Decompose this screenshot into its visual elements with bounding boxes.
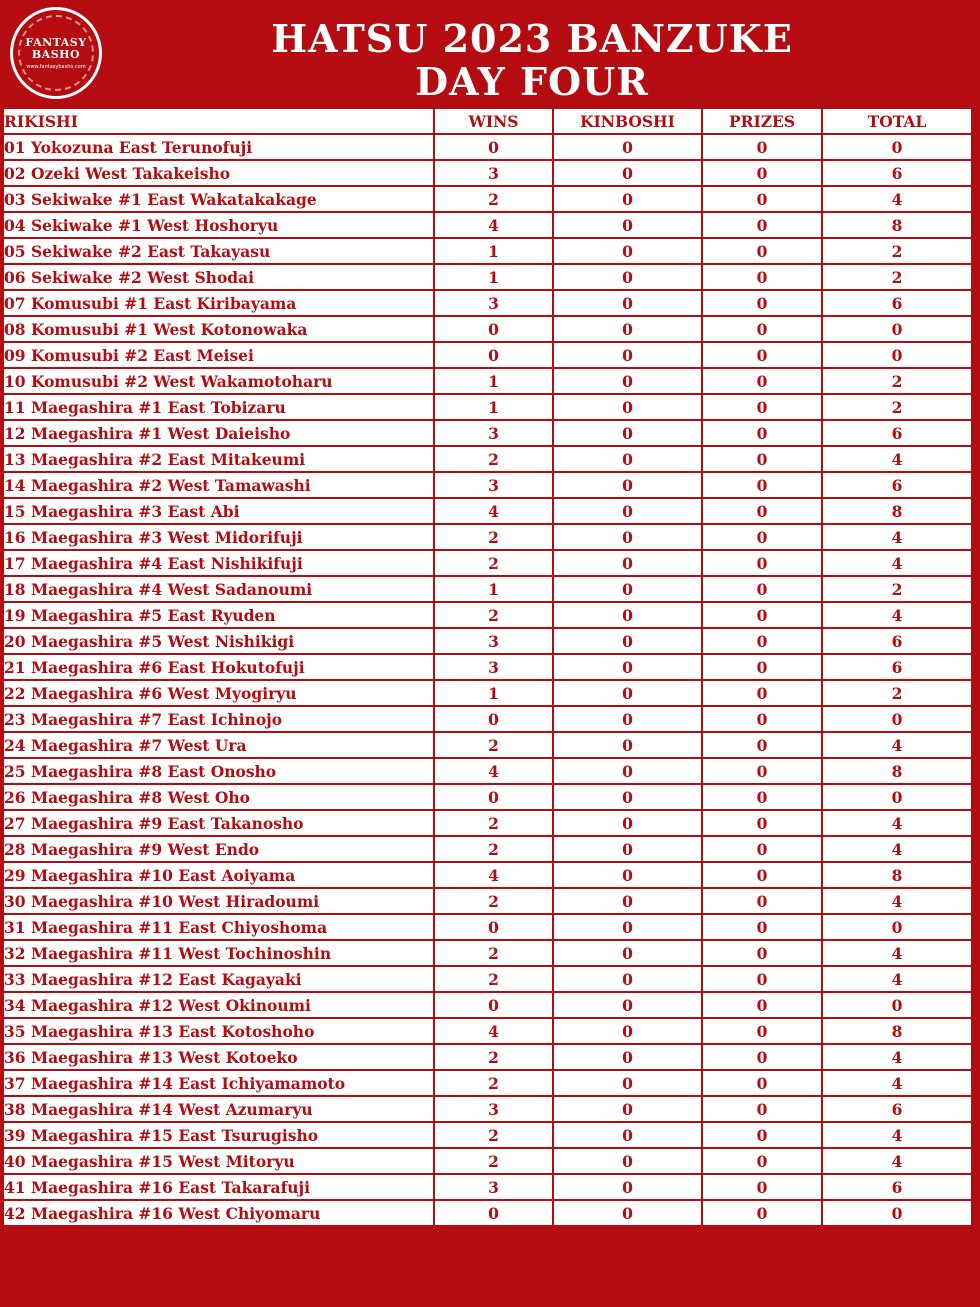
rikishi-cell: 07 Komusubi #1 East Kiribayama [4, 291, 433, 315]
column-header-prizes: PRIZES [703, 109, 821, 133]
column-header-wins: WINS [435, 109, 552, 133]
table-row [4, 629, 971, 653]
rikishi-cell: 16 Maegashira #3 West Midorifuji [4, 525, 433, 549]
rikishi-cell: 36 Maegashira #13 West Kotoeko [4, 1045, 433, 1069]
total-cell: 4 [823, 551, 971, 575]
rikishi-cell: 40 Maegashira #15 West Mitoryu [4, 1149, 433, 1173]
table-row [4, 733, 971, 757]
wins-cell: 1 [435, 577, 552, 601]
table-row [4, 499, 971, 523]
prizes-cell: 0 [703, 733, 821, 757]
prizes-cell: 0 [703, 629, 821, 653]
table-row [4, 785, 971, 809]
column-header-total: TOTAL [823, 109, 971, 133]
table-row [4, 291, 971, 315]
kinboshi-cell: 0 [554, 707, 701, 731]
table-row [4, 863, 971, 887]
prizes-cell: 0 [703, 1175, 821, 1199]
rikishi-cell: 15 Maegashira #3 East Abi [4, 499, 433, 523]
kinboshi-cell: 0 [554, 1201, 701, 1225]
table-row [4, 265, 971, 289]
wins-cell: 2 [435, 941, 552, 965]
prizes-cell: 0 [703, 317, 821, 341]
prizes-cell: 0 [703, 759, 821, 783]
total-cell: 0 [823, 343, 971, 367]
wins-cell: 1 [435, 239, 552, 263]
table-row [4, 811, 971, 835]
prizes-cell: 0 [703, 811, 821, 835]
prizes-cell: 0 [703, 187, 821, 211]
total-cell: 0 [823, 1201, 971, 1225]
column-header-kinboshi: KINBOSHI [554, 109, 701, 133]
wins-cell: 0 [435, 915, 552, 939]
table-row [4, 161, 971, 185]
prizes-cell: 0 [703, 161, 821, 185]
prizes-cell: 0 [703, 1149, 821, 1173]
total-cell: 8 [823, 1019, 971, 1043]
column-header-rikishi: RIKISHI [4, 109, 433, 133]
rikishi-cell: 01 Yokozuna East Terunofuji [4, 135, 433, 159]
wins-cell: 3 [435, 161, 552, 185]
wins-cell: 4 [435, 499, 552, 523]
kinboshi-cell: 0 [554, 395, 701, 419]
prizes-cell: 0 [703, 577, 821, 601]
prizes-cell: 0 [703, 837, 821, 861]
kinboshi-cell: 0 [554, 863, 701, 887]
rikishi-cell: 37 Maegashira #14 East Ichiyamamoto [4, 1071, 433, 1095]
prizes-cell: 0 [703, 993, 821, 1017]
rikishi-cell: 22 Maegashira #6 West Myogiryu [4, 681, 433, 705]
total-cell: 6 [823, 421, 971, 445]
wins-cell: 0 [435, 343, 552, 367]
table-row [4, 577, 971, 601]
logo-line-1: FANTASY [25, 35, 87, 49]
table-body [4, 135, 971, 1225]
table-row [4, 707, 971, 731]
wins-cell: 2 [435, 1045, 552, 1069]
rikishi-cell: 17 Maegashira #4 East Nishikifuji [4, 551, 433, 575]
prizes-cell: 0 [703, 473, 821, 497]
rikishi-cell: 29 Maegashira #10 East Aoiyama [4, 863, 433, 887]
rikishi-cell: 34 Maegashira #12 West Okinoumi [4, 993, 433, 1017]
total-cell: 4 [823, 525, 971, 549]
kinboshi-cell: 0 [554, 837, 701, 861]
table-row [4, 1019, 971, 1043]
wins-cell: 0 [435, 707, 552, 731]
wins-cell: 2 [435, 1071, 552, 1095]
kinboshi-cell: 0 [554, 447, 701, 471]
total-cell: 4 [823, 1071, 971, 1095]
table-row [4, 993, 971, 1017]
kinboshi-cell: 0 [554, 551, 701, 575]
prizes-cell: 0 [703, 525, 821, 549]
wins-cell: 3 [435, 1175, 552, 1199]
rikishi-cell: 05 Sekiwake #2 East Takayasu [4, 239, 433, 263]
kinboshi-cell: 0 [554, 421, 701, 445]
rikishi-cell: 30 Maegashira #10 West Hiradoumi [4, 889, 433, 913]
total-cell: 4 [823, 837, 971, 861]
kinboshi-cell: 0 [554, 733, 701, 757]
total-cell: 4 [823, 447, 971, 471]
table-row [4, 343, 971, 367]
table-header-row [4, 109, 971, 133]
kinboshi-cell: 0 [554, 1149, 701, 1173]
rikishi-cell: 41 Maegashira #16 East Takarafuji [4, 1175, 433, 1199]
kinboshi-cell: 0 [554, 759, 701, 783]
rikishi-cell: 12 Maegashira #1 West Daieisho [4, 421, 433, 445]
prizes-cell: 0 [703, 343, 821, 367]
wins-cell: 4 [435, 863, 552, 887]
kinboshi-cell: 0 [554, 1097, 701, 1121]
wins-cell: 3 [435, 655, 552, 679]
wins-cell: 1 [435, 265, 552, 289]
wins-cell: 2 [435, 1123, 552, 1147]
kinboshi-cell: 0 [554, 915, 701, 939]
total-cell: 8 [823, 499, 971, 523]
prizes-cell: 0 [703, 369, 821, 393]
rikishi-cell: 09 Komusubi #2 East Meisei [4, 343, 433, 367]
table-row [4, 135, 971, 159]
rikishi-cell: 20 Maegashira #5 West Nishikigi [4, 629, 433, 653]
total-cell: 0 [823, 135, 971, 159]
total-cell: 4 [823, 1123, 971, 1147]
table-row [4, 473, 971, 497]
table-row [4, 1123, 971, 1147]
wins-cell: 0 [435, 135, 552, 159]
kinboshi-cell: 0 [554, 941, 701, 965]
table-row [4, 447, 971, 471]
prizes-cell: 0 [703, 941, 821, 965]
rikishi-cell: 25 Maegashira #8 East Onosho [4, 759, 433, 783]
total-cell: 2 [823, 681, 971, 705]
total-cell: 0 [823, 785, 971, 809]
wins-cell: 2 [435, 889, 552, 913]
kinboshi-cell: 0 [554, 161, 701, 185]
logo-url: www.fantasybasho.com [26, 63, 86, 70]
wins-cell: 2 [435, 525, 552, 549]
wins-cell: 2 [435, 551, 552, 575]
rikishi-cell: 39 Maegashira #15 East Tsurugisho [4, 1123, 433, 1147]
wins-cell: 3 [435, 473, 552, 497]
table-row [4, 603, 971, 627]
page-title: HATSU 2023 BANZUKE [271, 16, 793, 61]
rikishi-cell: 28 Maegashira #9 West Endo [4, 837, 433, 861]
kinboshi-cell: 0 [554, 317, 701, 341]
kinboshi-cell: 0 [554, 577, 701, 601]
table-row [4, 1149, 971, 1173]
prizes-cell: 0 [703, 239, 821, 263]
rikishi-cell: 42 Maegashira #16 West Chiyomaru [4, 1201, 433, 1225]
kinboshi-cell: 0 [554, 291, 701, 315]
kinboshi-cell: 0 [554, 525, 701, 549]
total-cell: 2 [823, 577, 971, 601]
total-cell: 0 [823, 993, 971, 1017]
rikishi-cell: 04 Sekiwake #1 West Hoshoryu [4, 213, 433, 237]
prizes-cell: 0 [703, 1045, 821, 1069]
wins-cell: 2 [435, 187, 552, 211]
kinboshi-cell: 0 [554, 629, 701, 653]
total-cell: 4 [823, 733, 971, 757]
kinboshi-cell: 0 [554, 603, 701, 627]
wins-cell: 4 [435, 759, 552, 783]
kinboshi-cell: 0 [554, 265, 701, 289]
page-subtitle: DAY FOUR [415, 59, 649, 104]
prizes-cell: 0 [703, 499, 821, 523]
kinboshi-cell: 0 [554, 343, 701, 367]
wins-cell: 1 [435, 395, 552, 419]
prizes-cell: 0 [703, 1097, 821, 1121]
wins-cell: 2 [435, 1149, 552, 1173]
total-cell: 4 [823, 603, 971, 627]
table-row [4, 655, 971, 679]
prizes-cell: 0 [703, 213, 821, 237]
prizes-cell: 0 [703, 915, 821, 939]
table-row [4, 941, 971, 965]
prizes-cell: 0 [703, 681, 821, 705]
wins-cell: 3 [435, 421, 552, 445]
table-row [4, 1175, 971, 1199]
total-cell: 8 [823, 759, 971, 783]
kinboshi-cell: 0 [554, 369, 701, 393]
kinboshi-cell: 0 [554, 1175, 701, 1199]
table-row [4, 759, 971, 783]
total-cell: 4 [823, 187, 971, 211]
prizes-cell: 0 [703, 551, 821, 575]
total-cell: 8 [823, 863, 971, 887]
rikishi-cell: 03 Sekiwake #1 East Wakatakakage [4, 187, 433, 211]
wins-cell: 3 [435, 629, 552, 653]
wins-cell: 4 [435, 1019, 552, 1043]
kinboshi-cell: 0 [554, 1019, 701, 1043]
wins-cell: 3 [435, 1097, 552, 1121]
rikishi-cell: 23 Maegashira #7 East Ichinojo [4, 707, 433, 731]
total-cell: 4 [823, 889, 971, 913]
total-cell: 6 [823, 1175, 971, 1199]
prizes-cell: 0 [703, 707, 821, 731]
prizes-cell: 0 [703, 1019, 821, 1043]
total-cell: 0 [823, 915, 971, 939]
kinboshi-cell: 0 [554, 785, 701, 809]
prizes-cell: 0 [703, 291, 821, 315]
rikishi-cell: 14 Maegashira #2 West Tamawashi [4, 473, 433, 497]
total-cell: 6 [823, 161, 971, 185]
table-row [4, 317, 971, 341]
wins-cell: 2 [435, 837, 552, 861]
prizes-cell: 0 [703, 265, 821, 289]
total-cell: 0 [823, 707, 971, 731]
rikishi-cell: 08 Komusubi #1 West Kotonowaka [4, 317, 433, 341]
kinboshi-cell: 0 [554, 239, 701, 263]
prizes-cell: 0 [703, 863, 821, 887]
table-row [4, 369, 971, 393]
kinboshi-cell: 0 [554, 993, 701, 1017]
table-row [4, 1045, 971, 1069]
rikishi-cell: 13 Maegashira #2 East Mitakeumi [4, 447, 433, 471]
total-cell: 4 [823, 941, 971, 965]
kinboshi-cell: 0 [554, 811, 701, 835]
kinboshi-cell: 0 [554, 889, 701, 913]
total-cell: 4 [823, 811, 971, 835]
table-row [4, 1097, 971, 1121]
rikishi-cell: 26 Maegashira #8 West Oho [4, 785, 433, 809]
total-cell: 6 [823, 655, 971, 679]
wins-cell: 2 [435, 967, 552, 991]
table-row [4, 213, 971, 237]
rikishi-cell: 11 Maegashira #1 East Tobizaru [4, 395, 433, 419]
prizes-cell: 0 [703, 1123, 821, 1147]
wins-cell: 0 [435, 785, 552, 809]
total-cell: 0 [823, 317, 971, 341]
wins-cell: 2 [435, 733, 552, 757]
kinboshi-cell: 0 [554, 967, 701, 991]
rikishi-cell: 33 Maegashira #12 East Kagayaki [4, 967, 433, 991]
kinboshi-cell: 0 [554, 473, 701, 497]
table-row [4, 889, 971, 913]
wins-cell: 0 [435, 317, 552, 341]
table-row [4, 837, 971, 861]
rikishi-cell: 31 Maegashira #11 East Chiyoshoma [4, 915, 433, 939]
prizes-cell: 0 [703, 967, 821, 991]
table-row [4, 525, 971, 549]
prizes-cell: 0 [703, 655, 821, 679]
rikishi-cell: 21 Maegashira #6 East Hokutofuji [4, 655, 433, 679]
logo-line-2: BASHO [31, 47, 81, 61]
banzuke-table [2, 107, 973, 1227]
total-cell: 2 [823, 239, 971, 263]
prizes-cell: 0 [703, 1071, 821, 1095]
wins-cell: 1 [435, 369, 552, 393]
prizes-cell: 0 [703, 889, 821, 913]
rikishi-cell: 10 Komusubi #2 West Wakamotoharu [4, 369, 433, 393]
wins-cell: 0 [435, 1201, 552, 1225]
prizes-cell: 0 [703, 421, 821, 445]
rikishi-cell: 19 Maegashira #5 East Ryuden [4, 603, 433, 627]
prizes-cell: 0 [703, 447, 821, 471]
kinboshi-cell: 0 [554, 1123, 701, 1147]
wins-cell: 1 [435, 681, 552, 705]
prizes-cell: 0 [703, 603, 821, 627]
rikishi-cell: 18 Maegashira #4 West Sadanoumi [4, 577, 433, 601]
table-row [4, 421, 971, 445]
rikishi-cell: 24 Maegashira #7 West Ura [4, 733, 433, 757]
total-cell: 4 [823, 967, 971, 991]
wins-cell: 2 [435, 603, 552, 627]
total-cell: 2 [823, 395, 971, 419]
table-row [4, 395, 971, 419]
wins-cell: 2 [435, 447, 552, 471]
total-cell: 4 [823, 1149, 971, 1173]
kinboshi-cell: 0 [554, 1045, 701, 1069]
rikishi-cell: 02 Ozeki West Takakeisho [4, 161, 433, 185]
prizes-cell: 0 [703, 135, 821, 159]
total-cell: 2 [823, 369, 971, 393]
total-cell: 2 [823, 265, 971, 289]
wins-cell: 2 [435, 811, 552, 835]
rikishi-cell: 35 Maegashira #13 East Kotoshoho [4, 1019, 433, 1043]
prizes-cell: 0 [703, 395, 821, 419]
table-row [4, 915, 971, 939]
rikishi-cell: 32 Maegashira #11 West Tochinoshin [4, 941, 433, 965]
rikishi-cell: 27 Maegashira #9 East Takanosho [4, 811, 433, 835]
rikishi-cell: 38 Maegashira #14 West Azumaryu [4, 1097, 433, 1121]
total-cell: 6 [823, 629, 971, 653]
kinboshi-cell: 0 [554, 681, 701, 705]
total-cell: 6 [823, 473, 971, 497]
wins-cell: 3 [435, 291, 552, 315]
table-row [4, 239, 971, 263]
kinboshi-cell: 0 [554, 187, 701, 211]
kinboshi-cell: 0 [554, 213, 701, 237]
kinboshi-cell: 0 [554, 655, 701, 679]
wins-cell: 0 [435, 993, 552, 1017]
total-cell: 4 [823, 1045, 971, 1069]
wins-cell: 4 [435, 213, 552, 237]
kinboshi-cell: 0 [554, 135, 701, 159]
prizes-cell: 0 [703, 785, 821, 809]
total-cell: 8 [823, 213, 971, 237]
total-cell: 6 [823, 291, 971, 315]
table-row [4, 967, 971, 991]
rikishi-cell: 06 Sekiwake #2 West Shodai [4, 265, 433, 289]
kinboshi-cell: 0 [554, 499, 701, 523]
header [0, 0, 980, 105]
table-row [4, 551, 971, 575]
total-cell: 6 [823, 1097, 971, 1121]
table-row [4, 1071, 971, 1095]
table-row [4, 1201, 971, 1225]
kinboshi-cell: 0 [554, 1071, 701, 1095]
table-row [4, 187, 971, 211]
table-row [4, 681, 971, 705]
prizes-cell: 0 [703, 1201, 821, 1225]
